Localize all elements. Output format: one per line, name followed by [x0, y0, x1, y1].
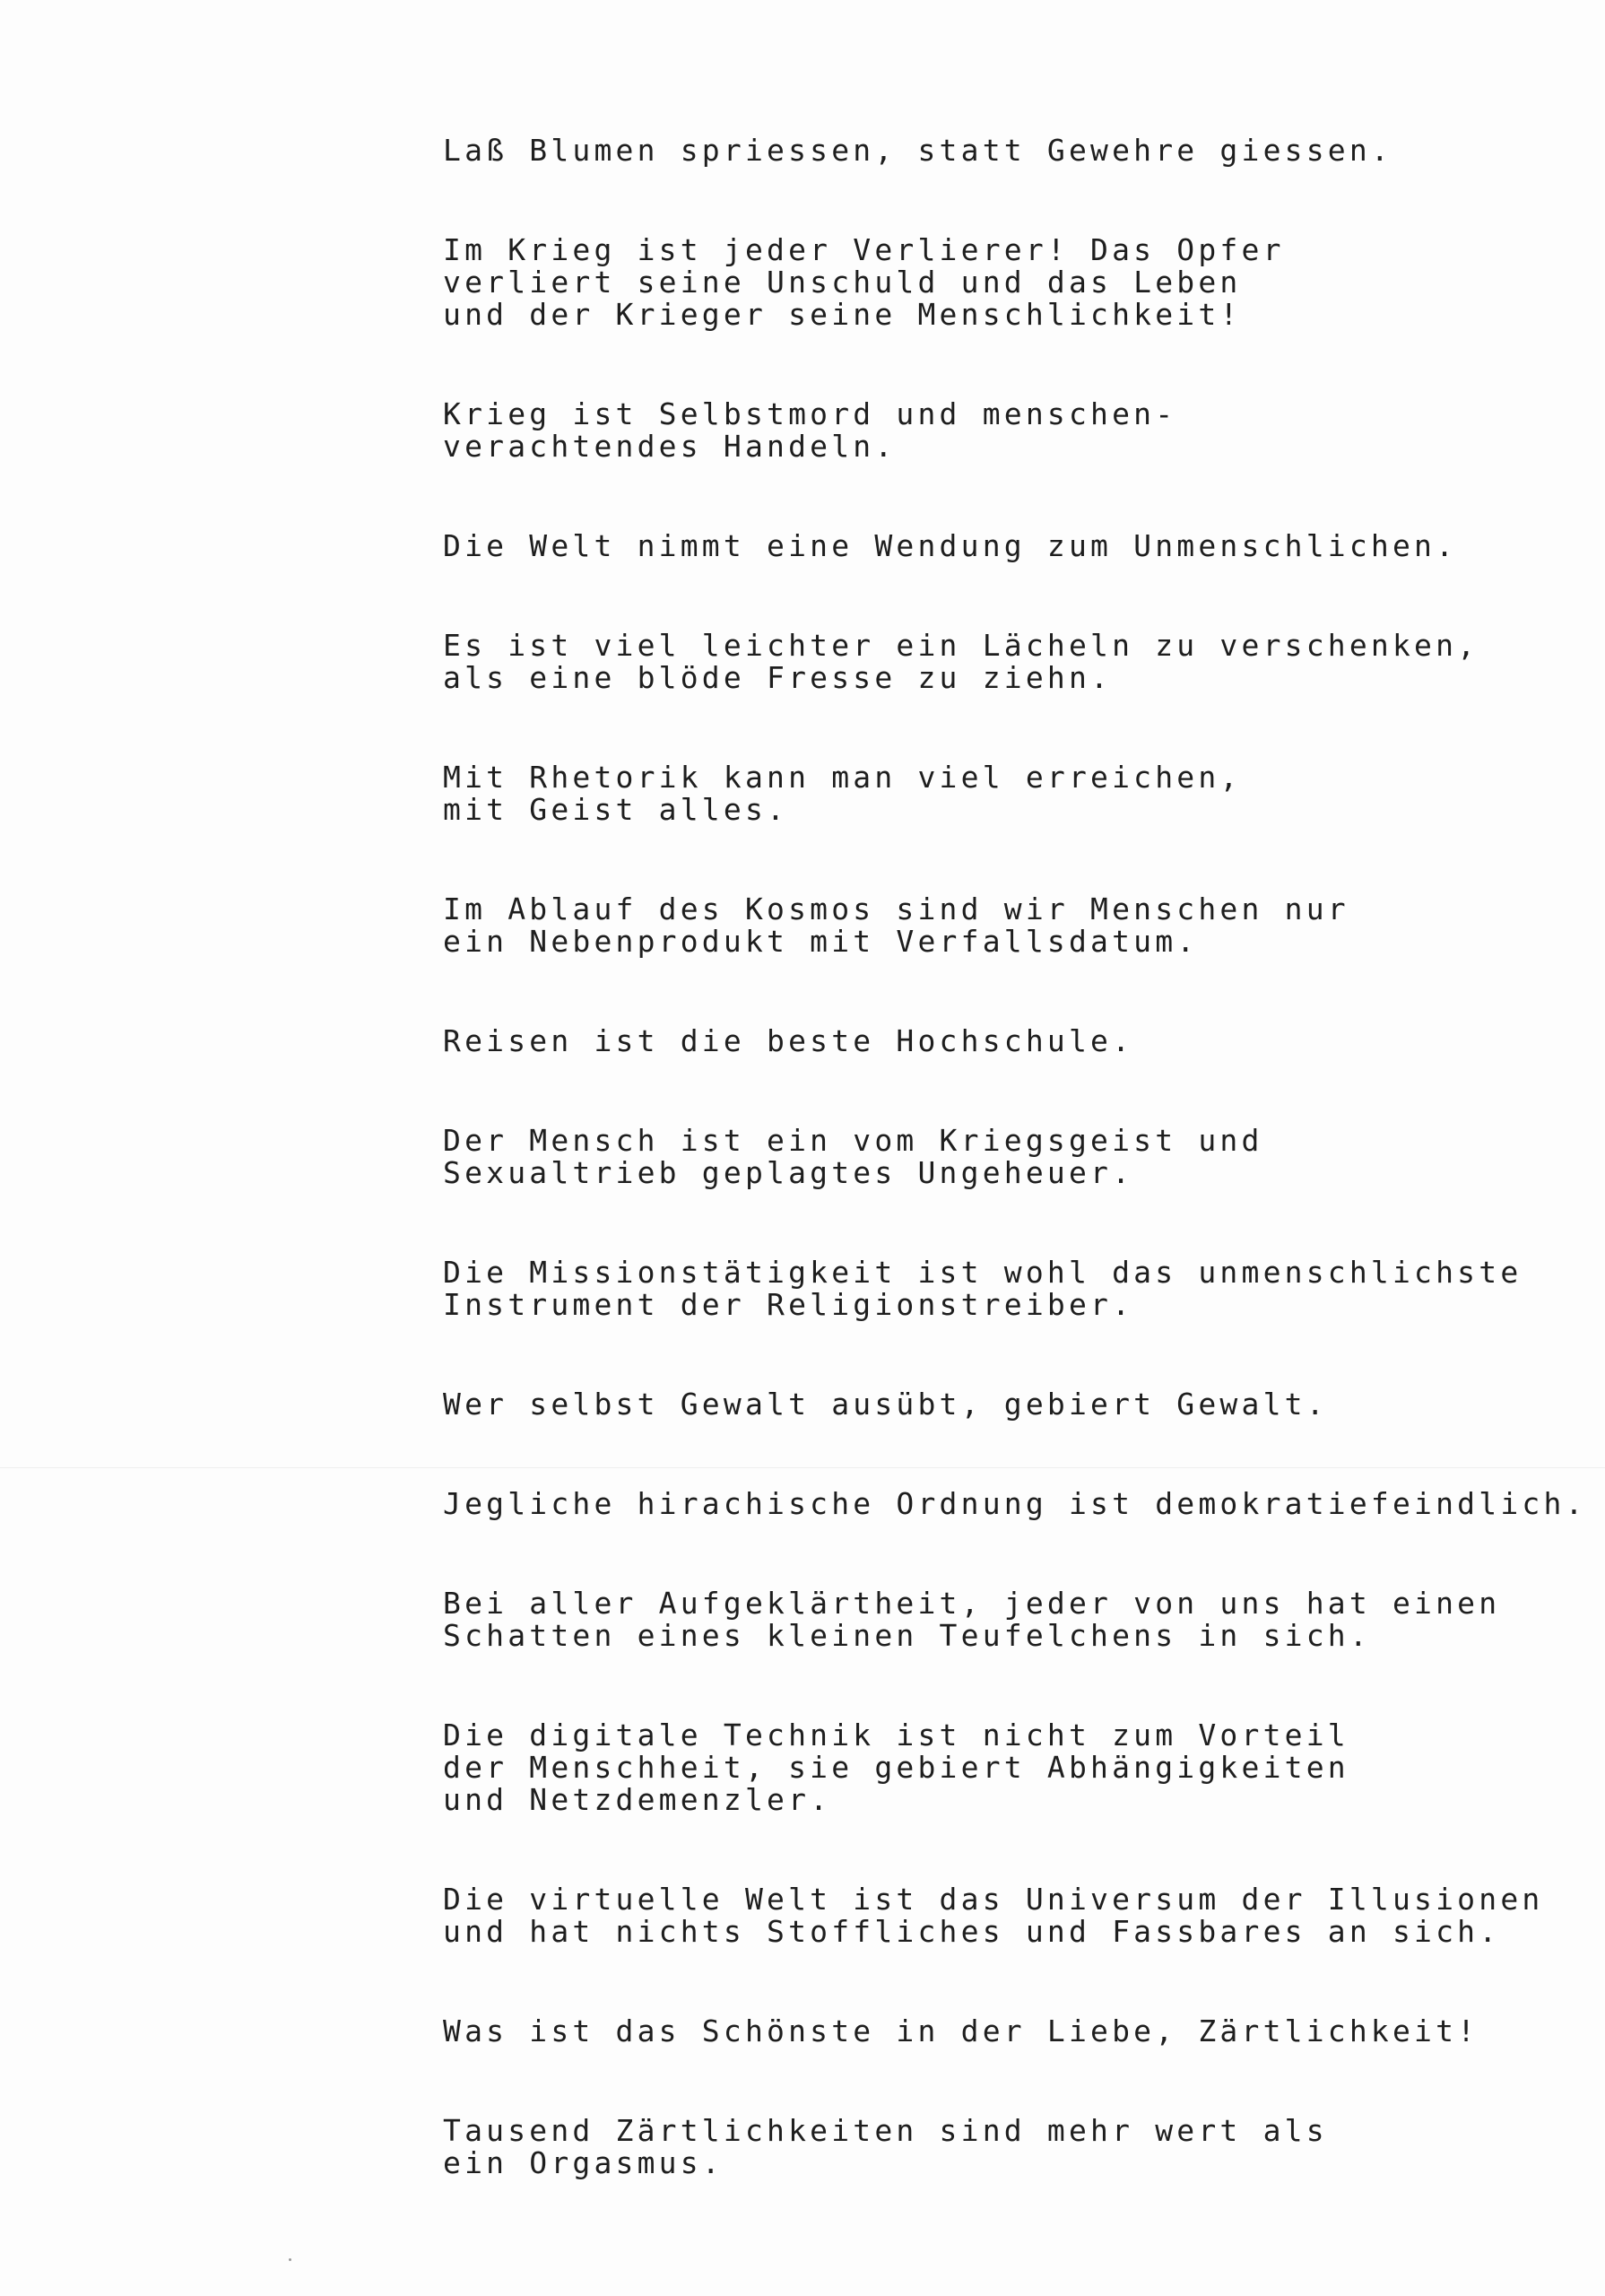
aphorism-line: Die digitale Technik ist nicht zum Vorteil: [443, 1718, 1349, 1752]
aphorism: [443, 1882, 1544, 1949]
aphorism-line: verachtendes Handeln.: [443, 429, 897, 464]
aphorism: [443, 761, 1537, 826]
aphorism-line: als eine blöde Fresse zu ziehn.: [443, 660, 1113, 695]
aphorism-line: Tausend Zärtlichkeiten sind mehr wert als: [443, 2113, 1328, 2148]
aphorism-line: Laß Blumen spriessen, statt Gewehre giessen.: [443, 133, 1392, 168]
aphorism-line: und hat nichts Stoffliches und Fassbares an sich.: [443, 1914, 1501, 1949]
aphorism-line: verliert seine Unschuld und das Leben: [443, 265, 1242, 300]
aphorism: [443, 1025, 1537, 1057]
aphorism: [443, 1388, 1537, 1421]
aphorism-line: mit Geist alles.: [443, 792, 789, 827]
aphorism-line: Im Ablauf des Kosmos sind wir Menschen nur: [443, 891, 1349, 926]
aphorism: [443, 630, 1537, 694]
aphorism-line: Es ist viel leichter ein Lächeln zu verschenken,: [443, 628, 1479, 663]
aphorism-line: Jegliche hirachische Ordnung ist demokratiefeindlich.: [443, 1486, 1587, 1521]
aphorism-line: Im Krieg ist jeder Verlierer! Das Opfer: [443, 232, 1285, 267]
aphorism: [443, 1257, 1537, 1321]
aphorism-line: Schatten eines kleinen Teufelchens in sich.: [443, 1618, 1371, 1653]
aphorism: [443, 398, 1537, 463]
aphorism-line: Mit Rhetorik kann man viel erreichen,: [443, 760, 1242, 795]
aphorism-line: Die virtuelle Welt ist das Universum der Illusionen: [443, 1882, 1544, 1917]
aphorism: [443, 530, 1537, 562]
aphorism-line: Reisen ist die beste Hochschule.: [443, 1023, 1134, 1058]
aphorism: [443, 893, 1537, 958]
aphorism: [443, 1587, 1537, 1652]
aphorism-line: Instrument der Religionstreiber.: [443, 1287, 1134, 1322]
aphorism: [443, 135, 1537, 167]
aphorism-line: Der Mensch ist ein vom Kriegsgeist und: [443, 1123, 1263, 1158]
aphorism: [443, 2115, 1537, 2179]
aphorism-line: Krieg ist Selbstmord und menschen-: [443, 396, 1177, 431]
aphorism: [443, 234, 1537, 331]
aphorism-line: Bei aller Aufgeklärtheit, jeder von uns hat einen: [443, 1586, 1501, 1621]
paper-speck: [289, 2258, 291, 2261]
aphorism-line: Sexualtrieb geplagtes Ungeheuer.: [443, 1155, 1134, 1190]
aphorism: [443, 1486, 1587, 1521]
aphorism-line: Wer selbst Gewalt ausübt, gebiert Gewalt.: [443, 1387, 1328, 1422]
aphorism-line: und Netzdemenzler.: [443, 1782, 832, 1817]
aphorism-list: [443, 133, 1587, 2247]
aphorism-line: ein Orgasmus.: [443, 2145, 724, 2180]
aphorism: [443, 2015, 1537, 2048]
aphorism-line: Die Welt nimmt eine Wendung zum Unmenschlichen.: [443, 528, 1458, 563]
aphorism-line: Was ist das Schönste in der Liebe, Zärtlichkeit!: [443, 2013, 1479, 2048]
aphorism: [443, 1719, 1537, 1816]
aphorism-line: und der Krieger seine Menschlichkeit!: [443, 297, 1242, 332]
aphorism: [443, 1125, 1537, 1189]
aphorism-line: der Menschheit, sie gebiert Abhängigkeiten: [443, 1750, 1349, 1785]
aphorism-line: ein Nebenprodukt mit Verfallsdatum.: [443, 924, 1199, 959]
aphorism-line: Die Missionstätigkeit ist wohl das unmenschlichste: [443, 1255, 1523, 1290]
